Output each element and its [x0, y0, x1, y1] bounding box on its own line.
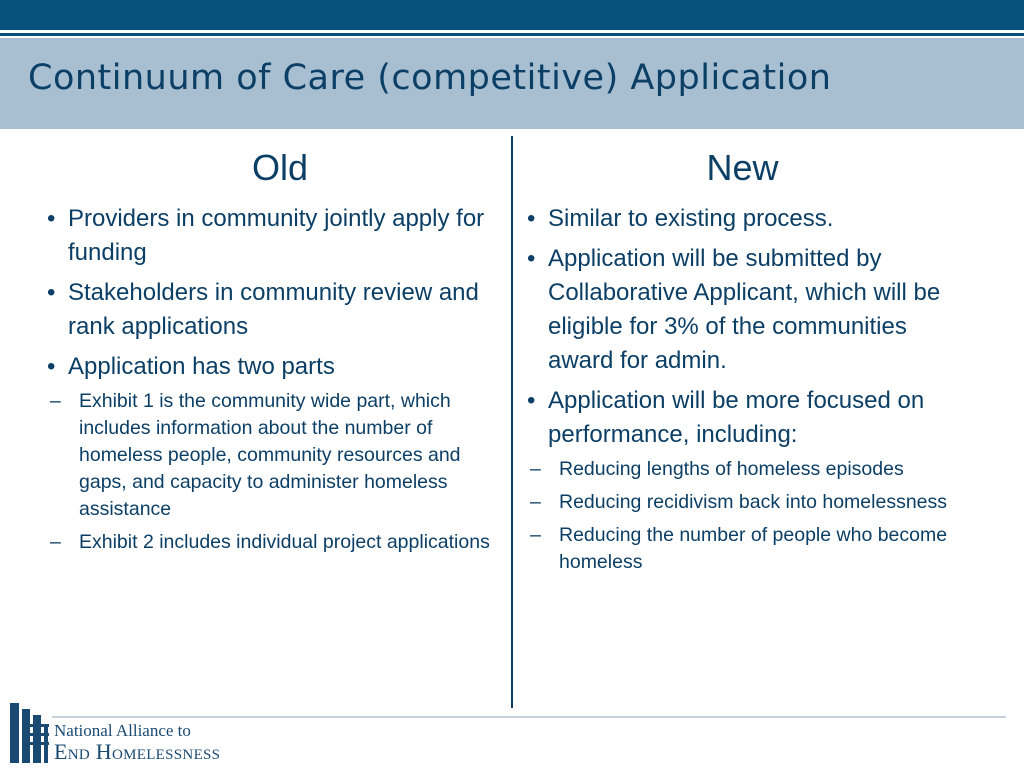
- new-heading: New: [706, 147, 779, 188]
- new-sub-item-2: [520, 489, 965, 516]
- old-bullet-3-text: Application has two parts: [68, 353, 335, 380]
- dash-icon: –: [530, 458, 541, 480]
- slide-title: Continuum of Care (competitive) Application: [28, 58, 832, 98]
- bullet-icon: •: [47, 353, 56, 380]
- new-bullet-3-text: Application will be more focused on performance, including:: [548, 387, 925, 448]
- bullet-icon: •: [527, 245, 536, 272]
- new-bullet-2-text: Application will be submitted by Collaborative Applicant, which will be eligible for 3% of the communities award for admin.: [548, 245, 941, 374]
- bullet-icon: •: [47, 205, 56, 232]
- bullet-icon: •: [47, 279, 56, 306]
- old-heading: Old: [251, 147, 309, 188]
- column-divider: [511, 136, 513, 708]
- logo-line-2: End Homelessness: [54, 739, 221, 764]
- old-sub-list: [40, 388, 505, 556]
- new-sub-item-1: [520, 456, 965, 483]
- old-column: [40, 140, 505, 562]
- old-bullet-3: [40, 350, 505, 556]
- top-bar-rule: [0, 33, 1024, 36]
- new-sub-item-1-text: Reducing lengths of homeless episodes: [559, 458, 904, 480]
- bullet-icon: •: [527, 205, 536, 232]
- old-bullet-1: [40, 202, 505, 270]
- new-sub-item-3: [520, 522, 965, 576]
- dash-icon: –: [50, 390, 61, 412]
- logo-line-1: National Alliance to: [54, 721, 191, 740]
- old-sub-item-2-text: Exhibit 2 includes individual project applications: [79, 531, 490, 553]
- top-bar: [0, 0, 1024, 30]
- new-bullet-1: [520, 202, 965, 236]
- bullet-icon: •: [527, 387, 536, 414]
- old-sub-item-1: [40, 388, 505, 523]
- dash-icon: –: [530, 524, 541, 546]
- dash-icon: –: [50, 531, 61, 553]
- dash-icon: –: [530, 491, 541, 513]
- new-bullet-1-text: Similar to existing process.: [548, 205, 834, 232]
- old-bullet-1-text: Providers in community jointly apply for funding: [68, 205, 485, 266]
- new-bullet-3: [520, 384, 965, 576]
- old-bullet-2-text: Stakeholders in community review and rank applications: [68, 279, 479, 340]
- new-sub-item-2-text: Reducing recidivism back into homelessness: [559, 491, 948, 513]
- old-bullet-2: [40, 276, 505, 344]
- old-bullet-list: [40, 202, 505, 556]
- new-sub-item-3-text: Reducing the number of people who become homeless: [559, 524, 948, 573]
- new-column: [520, 140, 965, 582]
- new-bullet-list: [520, 202, 965, 576]
- new-bullet-2: [520, 242, 965, 378]
- new-sub-list: [520, 456, 965, 576]
- old-sub-item-1-text: Exhibit 1 is the community wide part, which includes information about the number of homeless people, community resources and gaps, and capacity to administer homeless assistance: [79, 390, 461, 520]
- old-sub-item-2: [40, 529, 505, 556]
